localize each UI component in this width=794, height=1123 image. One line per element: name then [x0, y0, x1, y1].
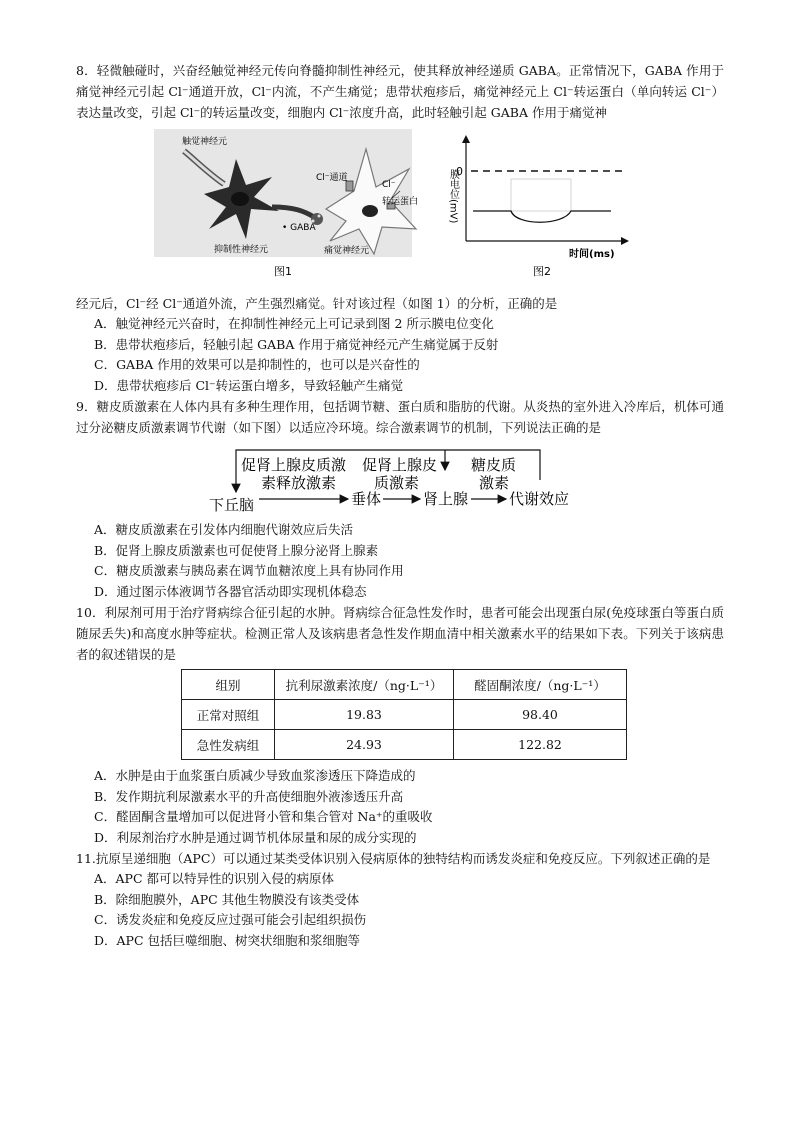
q10-option-c[interactable]: C．醛固酮含量增加可以促进肾小管和集合管对 Na⁺的重吸收 — [94, 809, 433, 824]
q8-stem-b: 经元后，Cl⁻经 Cl⁻通道外流，产生强烈痛觉。针对该过程（如图 1）的分析，正确的是 — [76, 296, 558, 311]
caption-figure-2: 图2 — [533, 265, 551, 278]
hormone2-line2: 质激素 — [374, 474, 420, 492]
q9-option-a[interactable]: A．糖皮质激素在引发体内细胞代谢效应后失活 — [94, 522, 354, 537]
node-adrenal: 肾上腺 — [423, 490, 469, 508]
label-touch-neuron: 触觉神经元 — [182, 137, 228, 147]
q11-option-c[interactable]: C．诱发炎症和免疫反应过强可能会引起组织损伤 — [94, 912, 367, 927]
hormone2-line1: 促肾上腺皮 — [362, 456, 438, 474]
q8-option-c[interactable]: C．GABA 作用的效果可以是抑制性的，也可以是兴奋性的 — [94, 357, 420, 372]
q11-option-d[interactable]: D．APC 包括巨噬细胞、树突状细胞和浆细胞等 — [94, 932, 360, 948]
hormone-regulation-diagram — [76, 442, 724, 514]
hormone1-line1: 促肾上腺皮质激 — [241, 456, 347, 474]
cell-aldosterone: 98.40 — [454, 700, 627, 730]
q8-option-a[interactable]: A．触觉神经元兴奋时，在抑制性神经元上可记录到图 2 所示膜电位变化 — [94, 316, 494, 331]
table-header-row — [182, 670, 627, 700]
label-cl: Cl⁻ — [382, 180, 396, 190]
q11-option-b[interactable]: B．除细胞膜外，APC 其他生物膜没有该类受体 — [94, 891, 360, 907]
q8-stem-a: 8．轻微触碰时，兴奋经触觉神经元传向脊髓抑制性神经元，使其释放神经递质 GABA。正常情况下，GABA 作用于痛觉神经元引起 Cl⁻通道开放，Cl⁻内流，不产生痛觉；患带状疱疹后，痛觉神经元上 Cl⁻转运蛋白（单向转运 Cl⁻）表达量改变，引起 Cl⁻的转运量改变，细胞内 Cl⁻浓度升高，此时轻触引起 GABA 作用于痛觉神 — [76, 63, 724, 120]
exam-page — [76, 60, 724, 951]
figure-1-neurons — [154, 129, 454, 279]
q11-option-a[interactable]: A．APC 都可以特异性的识别入侵的病原体 — [94, 871, 335, 886]
q8-figures — [76, 129, 724, 289]
cell-adh: 24.93 — [275, 730, 454, 760]
q10-option-a[interactable]: A．水肿是由于血浆蛋白质减少导致血浆渗透压下降造成的 — [94, 768, 416, 783]
q9-option-d[interactable]: D．通过图示体液调节各器官活动即实现机体稳态 — [94, 583, 367, 599]
q9-option-c[interactable]: C．糖皮质激素与胰岛素在调节血糖浓度上具有协同作用 — [94, 563, 404, 578]
q8-option-d[interactable]: D．患带状疱疹后 Cl⁻转运蛋白增多，导致轻触产生痛觉 — [94, 377, 404, 393]
q9-stem: 9．糖皮质激素在人体内具有多种生理作用，包括调节糖、蛋白质和脂肪的代谢。从炎热的室外进入冷库后，机体可通过分泌糖皮质激素调节代谢（如下图）以适应冷环境。综合激素调节的机制，下列说法正确的是 — [76, 399, 724, 435]
label-zero: 0 — [456, 165, 463, 178]
q11-stem: 11.抗原呈递细胞（APC）可以通过某类受体识别入侵病原体的独特结构而诱发炎症和免疫反应。下列叙述正确的是 — [76, 851, 711, 866]
hormone3-line2: 激素 — [479, 474, 510, 492]
potential-trace — [473, 211, 611, 222]
figure-2-membrane-potential — [447, 129, 641, 279]
q10-option-b[interactable]: B．发作期抗利尿激素水平的升高使细胞外液渗透压升高 — [94, 788, 404, 804]
label-gaba: • GABA — [282, 223, 316, 233]
cell-group: 正常对照组 — [182, 700, 275, 730]
table-row — [182, 730, 627, 760]
q10-hormone-table — [181, 669, 627, 760]
label-cl-channel: Cl⁻通道 — [316, 173, 348, 183]
hormone1-line2: 素释放激素 — [261, 474, 337, 492]
hormone3-line1: 糖皮质 — [471, 456, 517, 474]
node-metabolic-effect: 代谢效应 — [509, 490, 570, 508]
q8-option-b[interactable]: B．患带状疱疹后，轻触引起 GABA 作用于痛觉神经元产生痛觉属于反射 — [94, 336, 499, 352]
header-adh: 抗利尿激素浓度/（ng·L⁻¹） — [275, 670, 454, 700]
cell-aldosterone: 122.82 — [454, 730, 627, 760]
node-pituitary: 垂体 — [351, 490, 382, 508]
cell-group: 急性发病组 — [182, 730, 275, 760]
label-pain-neuron: 痛觉神经元 — [324, 246, 370, 256]
q9-flow-diagram — [76, 442, 724, 514]
q9-option-b[interactable]: B．促肾上腺皮质激素也可促使肾上腺分泌肾上腺素 — [94, 542, 379, 558]
q10-stem: 10．利尿剂可用于治疗肾病综合征引起的水肿。肾病综合征急性发作时，患者可能会出现蛋白尿(免疫球蛋白等蛋白质随尿丢失)和高度水肿等症状。检测正常人及该病患者急性发作期血清中相关激素水平的结果如下表。下列关于该病患者的叙述错误的是 — [76, 605, 724, 662]
cell-adh: 19.83 — [275, 700, 454, 730]
q10-option-d[interactable]: D．利尿剂治疗水肿是通过调节机体尿量和尿的成分实现的 — [94, 829, 417, 845]
header-aldosterone: 醛固酮浓度/（ng·L⁻¹） — [454, 670, 627, 700]
label-x-axis: 时间(ms) — [569, 249, 615, 260]
header-group: 组别 — [182, 670, 275, 700]
table-row — [182, 700, 627, 730]
node-hypothalamus: 下丘脑 — [209, 496, 255, 514]
label-transporter: 转运蛋白 — [382, 197, 419, 207]
label-inhibitory-neuron: 抑制性神经元 — [214, 245, 269, 255]
label-y-axis: 膜电位(mV) — [447, 169, 459, 224]
caption-figure-1: 图1 — [274, 265, 292, 278]
